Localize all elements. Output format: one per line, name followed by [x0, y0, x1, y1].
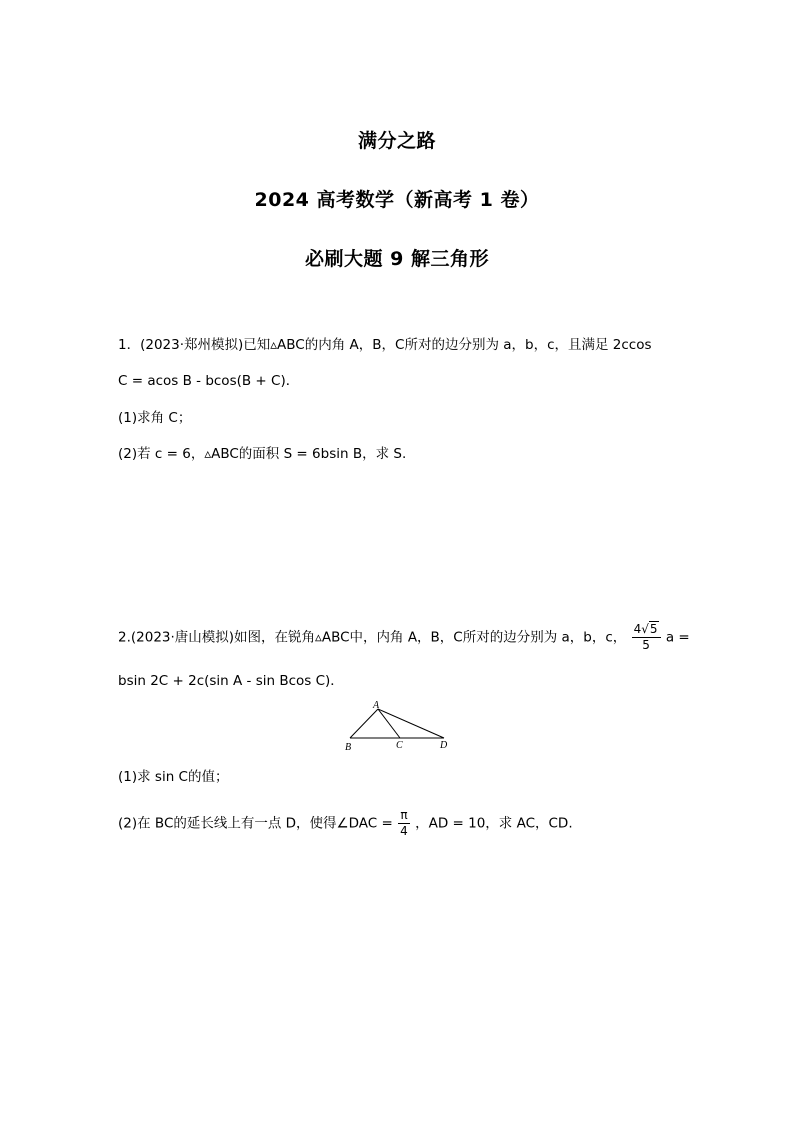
vertex-label-d: D	[440, 740, 448, 751]
vertex-label-b: B	[345, 742, 352, 753]
frac-coef: 4	[633, 622, 642, 636]
vertex-label-c: C	[396, 740, 403, 751]
exam-title: 2024 高考数学（新高考 1 卷）	[254, 189, 540, 211]
q1-stem-line1: 1．(2023·郑州模拟)已知▵ABC的内角 A，B，C所对的边分别为 a，b，c，且满足 2ccos	[118, 337, 652, 353]
frac-denominator: 5	[642, 638, 650, 652]
frac-pi: π	[398, 808, 410, 824]
q2-stem-tail: a =	[665, 629, 690, 646]
topic-title: 必刷大题 9 解三角形	[305, 248, 489, 270]
frac-radicand: 5	[649, 622, 658, 636]
vertex-label-a: A	[373, 700, 380, 711]
q2-part2-text: (2)在 BC的延长线上有一点 D，使得∠DAC =	[118, 815, 393, 832]
q2-stem-text: 2.(2023·唐山模拟)如图，在锐角▵ABC中，内角 A，B，C所对的边分别为 a，b，c，	[118, 629, 627, 646]
triangle-figure	[340, 700, 460, 760]
page-title: 满分之路	[357, 130, 436, 152]
triangle-diagram	[340, 700, 460, 756]
q1-stem-line2: C = acos B - bcos(B + C)．	[118, 373, 300, 389]
q2-part1: (1)求 sin C的值；	[118, 769, 229, 785]
q2-stem-line2: bsin 2C + 2c(sin A - sin Bcos C)．	[118, 673, 344, 689]
q2-stem-line1	[118, 622, 690, 653]
fraction-pi-over-4	[398, 808, 410, 839]
fraction-4sqrt5-over-5: $\frac{4√5}{5}$	[632, 622, 661, 653]
q2-part2-tail: ，AD = 10，求 AC，CD.	[415, 815, 573, 832]
frac-four: 4	[400, 824, 408, 838]
q2-part2	[118, 808, 573, 839]
q1-part1: (1)求角 C；	[118, 410, 192, 426]
q1-part2: (2)若 c = 6，▵ABC的面积 S = 6bsin B，求 S.	[118, 446, 407, 462]
